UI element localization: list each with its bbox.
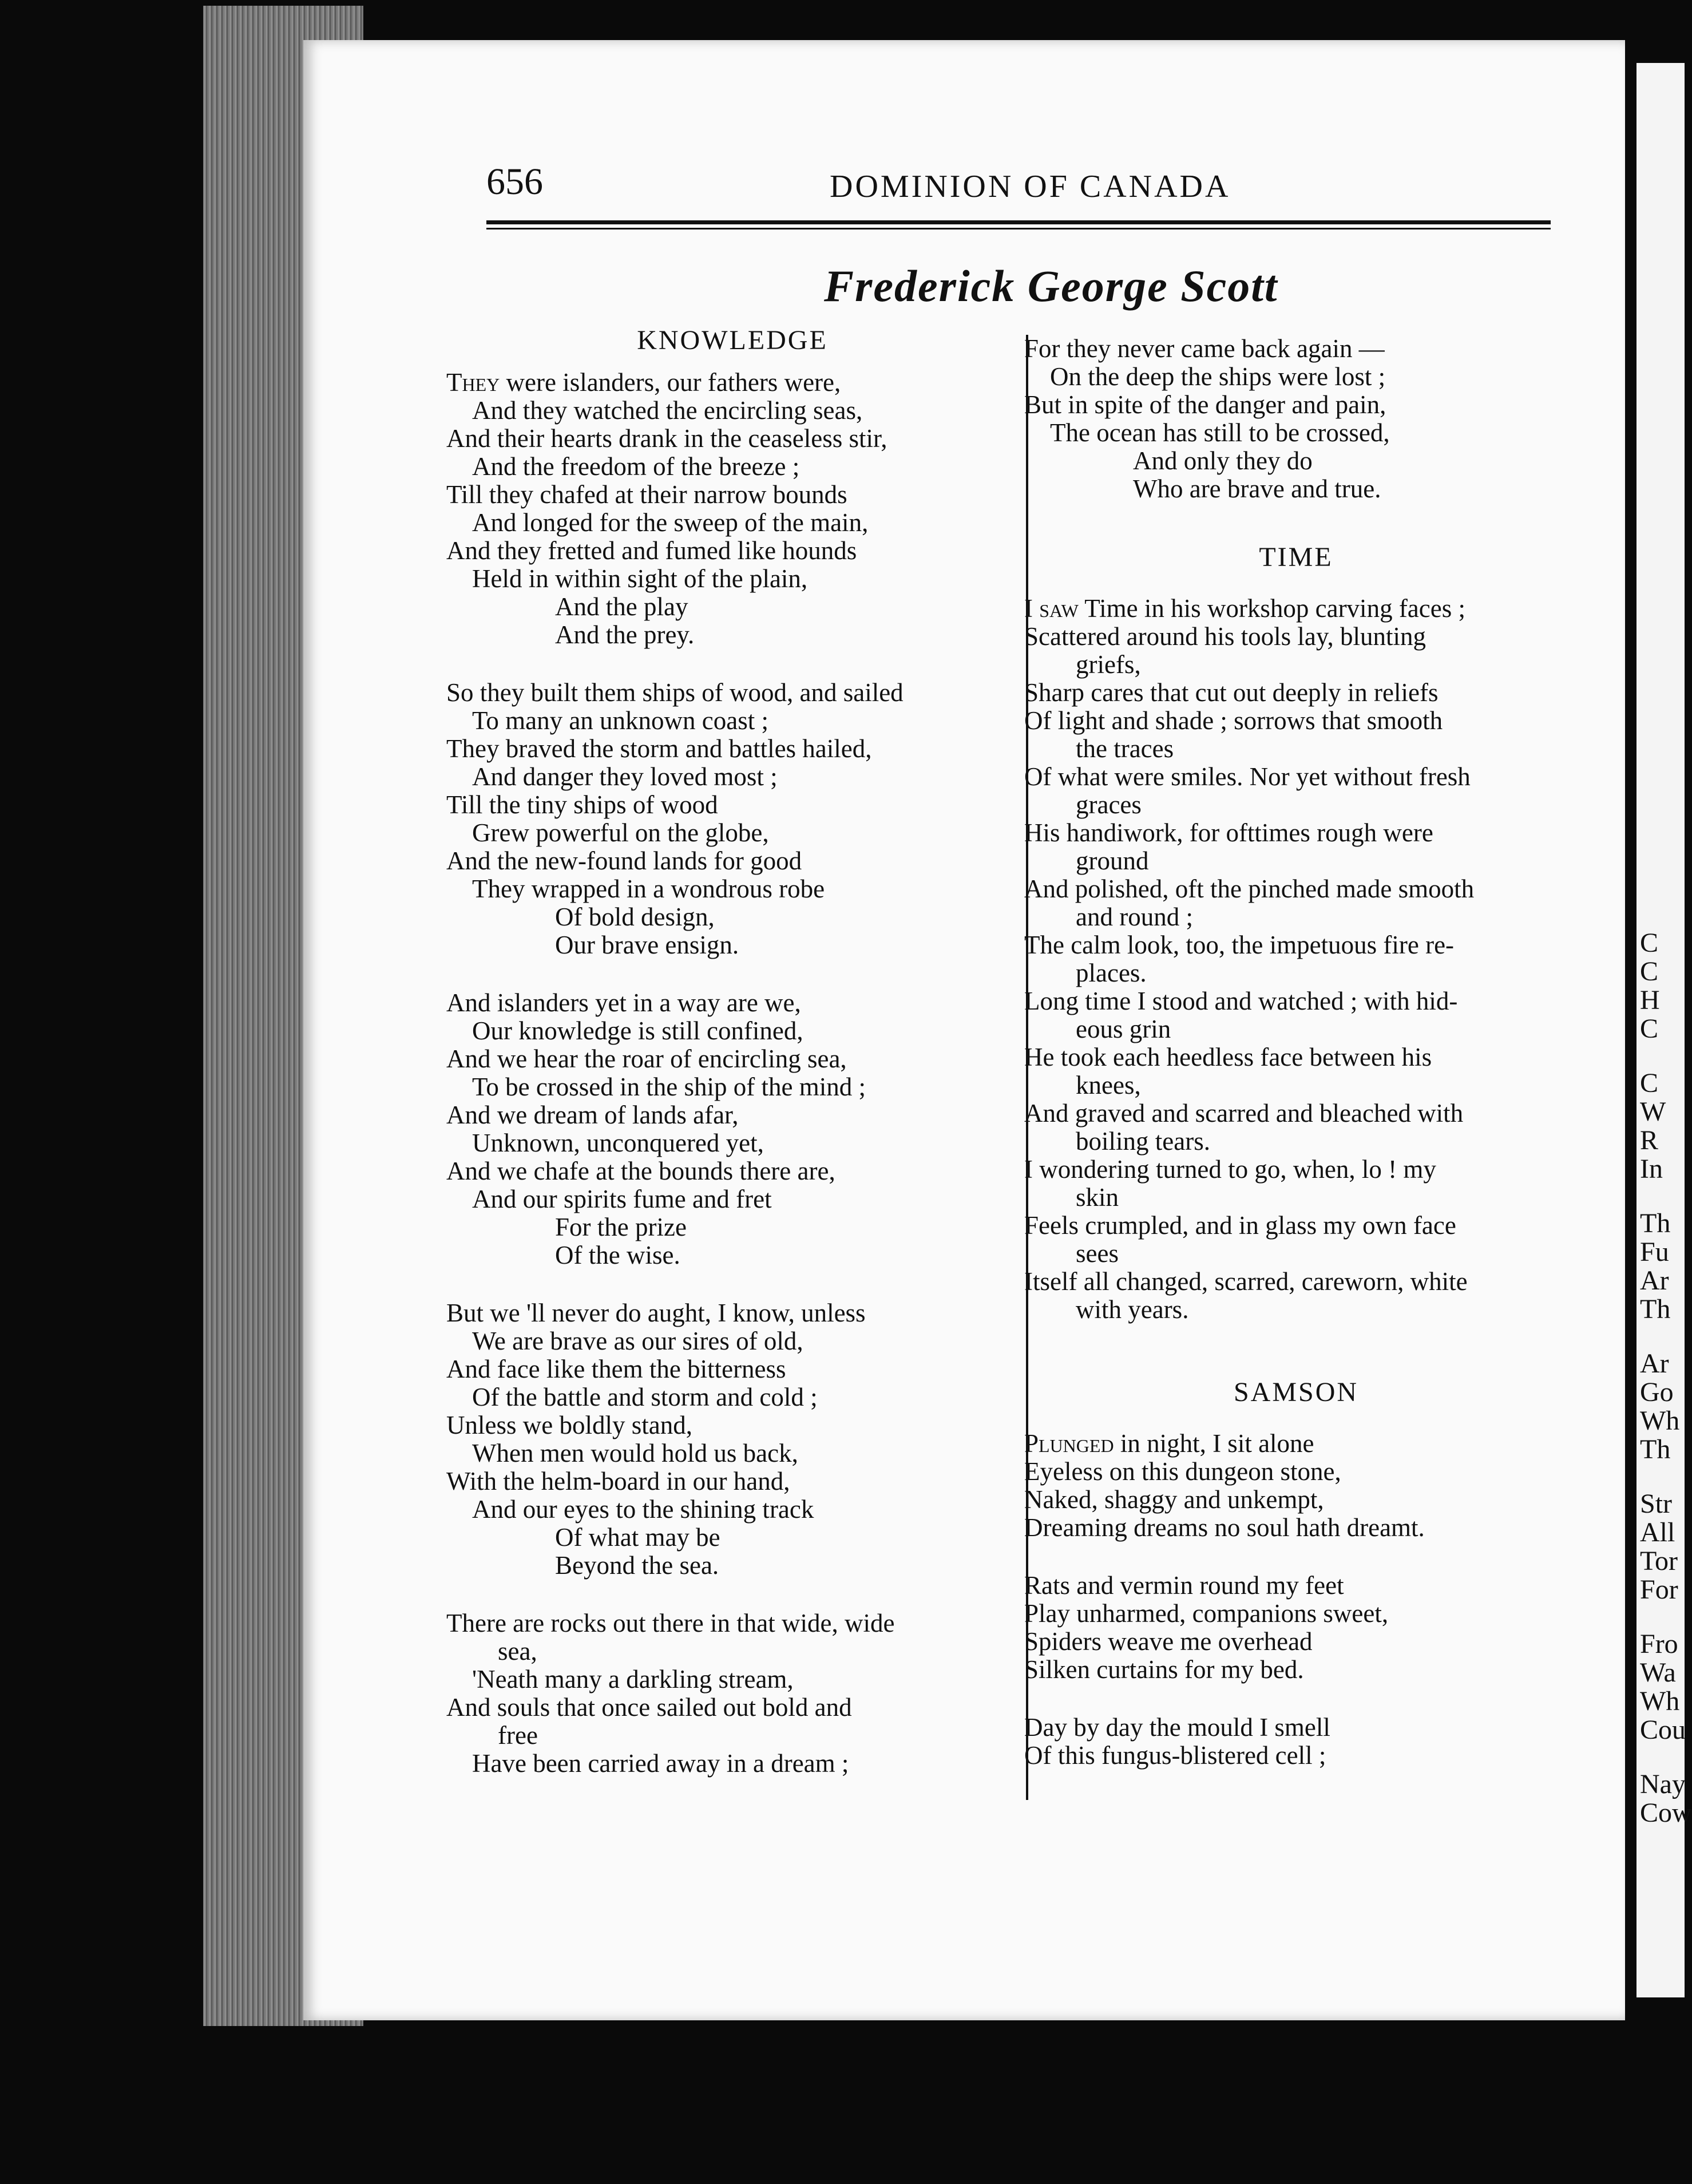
next-page-fragment: Ar [1640,1348,1669,1379]
poem-line: Unless we boldly stand, [446,1411,692,1439]
poem-line: And the freedom of the breeze ; [472,452,800,481]
poem-line: Feels crumpled, and in glass my own face [1024,1211,1456,1240]
poem-line: Of the battle and storm and cold ; [472,1383,818,1411]
poem-line: The calm look, too, the impetuous fire re- [1024,931,1455,959]
next-page-fragment: Cow [1640,1798,1692,1828]
poem-line: Of what were smiles. Nor yet without fresh [1024,762,1471,791]
next-page-fragment: C [1640,1014,1659,1044]
poem-line: But we 'll never do aught, I know, unless [446,1299,866,1327]
poem-line: To many an unknown coast ; [472,706,769,735]
poem-title-knowledge: KNOWLEDGE [637,325,828,355]
poem-line: But in spite of the danger and pain, [1024,390,1386,419]
poem-line: And the new-found lands for good [446,846,802,875]
poem-line: griefs, [1076,650,1141,679]
poem-line: They were islanders, our fathers were, [446,368,841,397]
poem-line: Unknown, unconquered yet, [472,1129,764,1157]
poem-line: And we chafe at the bounds there are, [446,1157,835,1185]
next-page-fragment: Wh [1640,1406,1680,1436]
poem-line: His handiwork, for ofttimes rough were [1024,818,1433,847]
poem-title-time: TIME [1259,542,1333,572]
poem-line: Who are brave and true. [1133,474,1381,503]
poem-line: Till the tiny ships of wood [446,790,718,819]
stanza-break [446,361,1019,369]
poem-line: Plunged in night, I sit alone [1024,1429,1314,1458]
next-page-edge [1636,63,1692,1997]
poem-line: And longed for the sweep of the main, [472,508,869,537]
poem-line: They braved the storm and battles hailed, [446,734,872,763]
stanza-break [1024,1684,1568,1714]
poem-line: To be crossed in the ship of the mind ; [472,1073,866,1101]
poem-line: And our eyes to the shining track [472,1495,814,1524]
next-page-fragment: Tor [1640,1546,1678,1576]
poem-line: And we hear the roar of encircling sea, [446,1044,847,1073]
next-page-fragment: Str [1640,1489,1673,1519]
next-page-fragment: Nay [1640,1769,1686,1799]
stanza-break [446,649,1019,679]
poem-line: On the deep the ships were lost ; [1050,362,1386,391]
next-page-fragment: H [1640,985,1660,1015]
poem-line: And the play [555,592,688,621]
next-page-fragment: Cou [1640,1715,1686,1745]
stanza-break [446,1269,1019,1299]
poem-line: And face like them the bitterness [446,1355,786,1383]
next-page-fragment: Wa [1640,1657,1676,1688]
poem-line: I wondering turned to go, when, lo ! my [1024,1155,1436,1184]
next-page-fragment: Th [1640,1434,1671,1465]
poem-line: And they fretted and fumed like hounds [446,536,857,565]
stanza-break [1024,1324,1568,1372]
poem-line: boiling tears. [1076,1127,1210,1156]
poem-line: ground [1076,846,1149,875]
left-column [446,321,1019,1778]
poem-line: with years. [1076,1295,1189,1324]
poem-line: skin [1076,1183,1119,1212]
right-column [1024,335,1568,1770]
poem-line: And they watched the encircling seas, [472,396,863,425]
poem-line: Scattered around his tools lay, blunting [1024,622,1426,651]
poem-line: Beyond the sea. [555,1551,719,1580]
header-rule [486,220,1551,230]
stanza-break [1024,577,1568,595]
poem-line: Of this fungus-blistered cell ; [1024,1741,1326,1770]
poem-line: With the helm-board in our hand, [446,1467,790,1495]
poem-line: For they never came back again — [1024,334,1385,363]
running-head [486,155,1551,223]
next-page-fragment: Fu [1640,1237,1669,1267]
poem-line: I saw Time in his workshop carving faces ; [1024,594,1465,623]
next-page-fragment: Th [1640,1208,1671,1239]
poem-line: Of light and shade ; sorrows that smooth [1024,706,1443,735]
poem-line: Have been carried away in a dream ; [472,1749,849,1778]
next-page-fragment: R [1640,1125,1659,1156]
poem-line: And only they do [1133,446,1313,475]
poem-line: We are brave as our sires of old, [472,1327,803,1355]
poem-line: eous grin [1076,1015,1171,1043]
poem-line: Spiders weave me overhead [1024,1627,1313,1656]
poem-line: sees [1076,1239,1119,1268]
poem-line: Of bold design, [555,903,715,931]
poem-line: 'Neath many a darkling stream, [472,1665,794,1694]
poem-line: And our spirits fume and fret [472,1185,772,1213]
poem-line: free [498,1721,538,1750]
next-page-fragment: All [1640,1517,1675,1548]
poem-line: Silken curtains for my bed. [1024,1655,1304,1684]
page-header: DOMINION OF CANADA [830,169,1231,204]
poem-line: And polished, oft the pinched made smooth [1024,875,1475,903]
poem-line: Of what may be [555,1523,720,1552]
next-page-fragment: Ar [1640,1265,1669,1296]
poem-line: Itself all changed, scarred, careworn, white [1024,1267,1468,1296]
poem-line: Play unharmed, companions sweet, [1024,1599,1389,1628]
poem-line: And the prey. [555,620,695,649]
poem-line: Rats and vermin round my feet [1024,1571,1344,1600]
poem-line: For the prize [555,1213,687,1241]
next-page-fragment: Go [1640,1377,1674,1407]
poem-line: The ocean has still to be crossed, [1050,418,1390,447]
next-page-fragment: Fro [1640,1629,1678,1659]
poem-line: Our knowledge is still confined, [472,1016,803,1045]
poem-line: He took each heedless face between his [1024,1043,1432,1071]
stanza-break [1024,503,1568,537]
poem-line: And graved and scarred and bleached with [1024,1099,1464,1127]
poem-line: Sharp cares that cut out deeply in reliefs [1024,678,1439,707]
stanza-break [446,1580,1019,1609]
next-page-fragment: C [1640,956,1659,987]
next-page-fragment: C [1640,1068,1659,1098]
poem-line: When men would hold us back, [472,1439,798,1467]
poem-line: And danger they loved most ; [472,762,778,791]
next-page-fragment: For [1640,1574,1678,1605]
stanza-break [1024,1413,1568,1430]
next-page-fragment: In [1640,1154,1663,1184]
poem-line: Day by day the mould I smell [1024,1713,1330,1742]
poem-line: knees, [1076,1071,1141,1099]
next-page-fragment: Th [1640,1294,1671,1324]
poem-line: Of the wise. [555,1241,680,1269]
poem-line: There are rocks out there in that wide, wide [446,1609,895,1637]
poem-line: Eyeless on this dungeon stone, [1024,1457,1341,1486]
poem-line: So they built them ships of wood, and sailed [446,678,904,707]
poem-line: Dreaming dreams no soul hath dreamt. [1024,1513,1425,1542]
poem-line: sea, [498,1637,537,1665]
poem-line: Held in within sight of the plain, [472,564,808,593]
poem-line: They wrapped in a wondrous robe [472,875,825,903]
poem-line: And islanders yet in a way are we, [446,988,801,1017]
next-page-fragment: C [1640,928,1659,958]
poem-line: And their hearts drank in the ceaseless stir, [446,424,887,453]
poem-line: Grew powerful on the globe, [472,818,769,847]
poem-line: and round ; [1076,903,1193,931]
page-number: 656 [486,161,543,203]
poem-line: And souls that once sailed out bold and [446,1693,852,1722]
poem-line: Naked, shaggy and unkempt, [1024,1485,1324,1514]
stanza-break [446,959,1019,989]
poem-title-samson: SAMSON [1233,1377,1359,1407]
poem-line: the traces [1076,734,1174,763]
poem-line: And we dream of lands afar, [446,1101,739,1129]
author-name: Frederick George Scott [824,261,1278,311]
poem-line: places. [1076,959,1147,987]
poem-line: Till they chafed at their narrow bounds [446,480,847,509]
poem-line: Long time I stood and watched ; with hid- [1024,987,1458,1015]
stanza-break [1024,1542,1568,1572]
next-page-fragment: Wh [1640,1686,1680,1716]
poem-line: Our brave ensign. [555,931,739,959]
poem-line: graces [1076,790,1142,819]
next-page-fragment: W [1640,1097,1666,1127]
